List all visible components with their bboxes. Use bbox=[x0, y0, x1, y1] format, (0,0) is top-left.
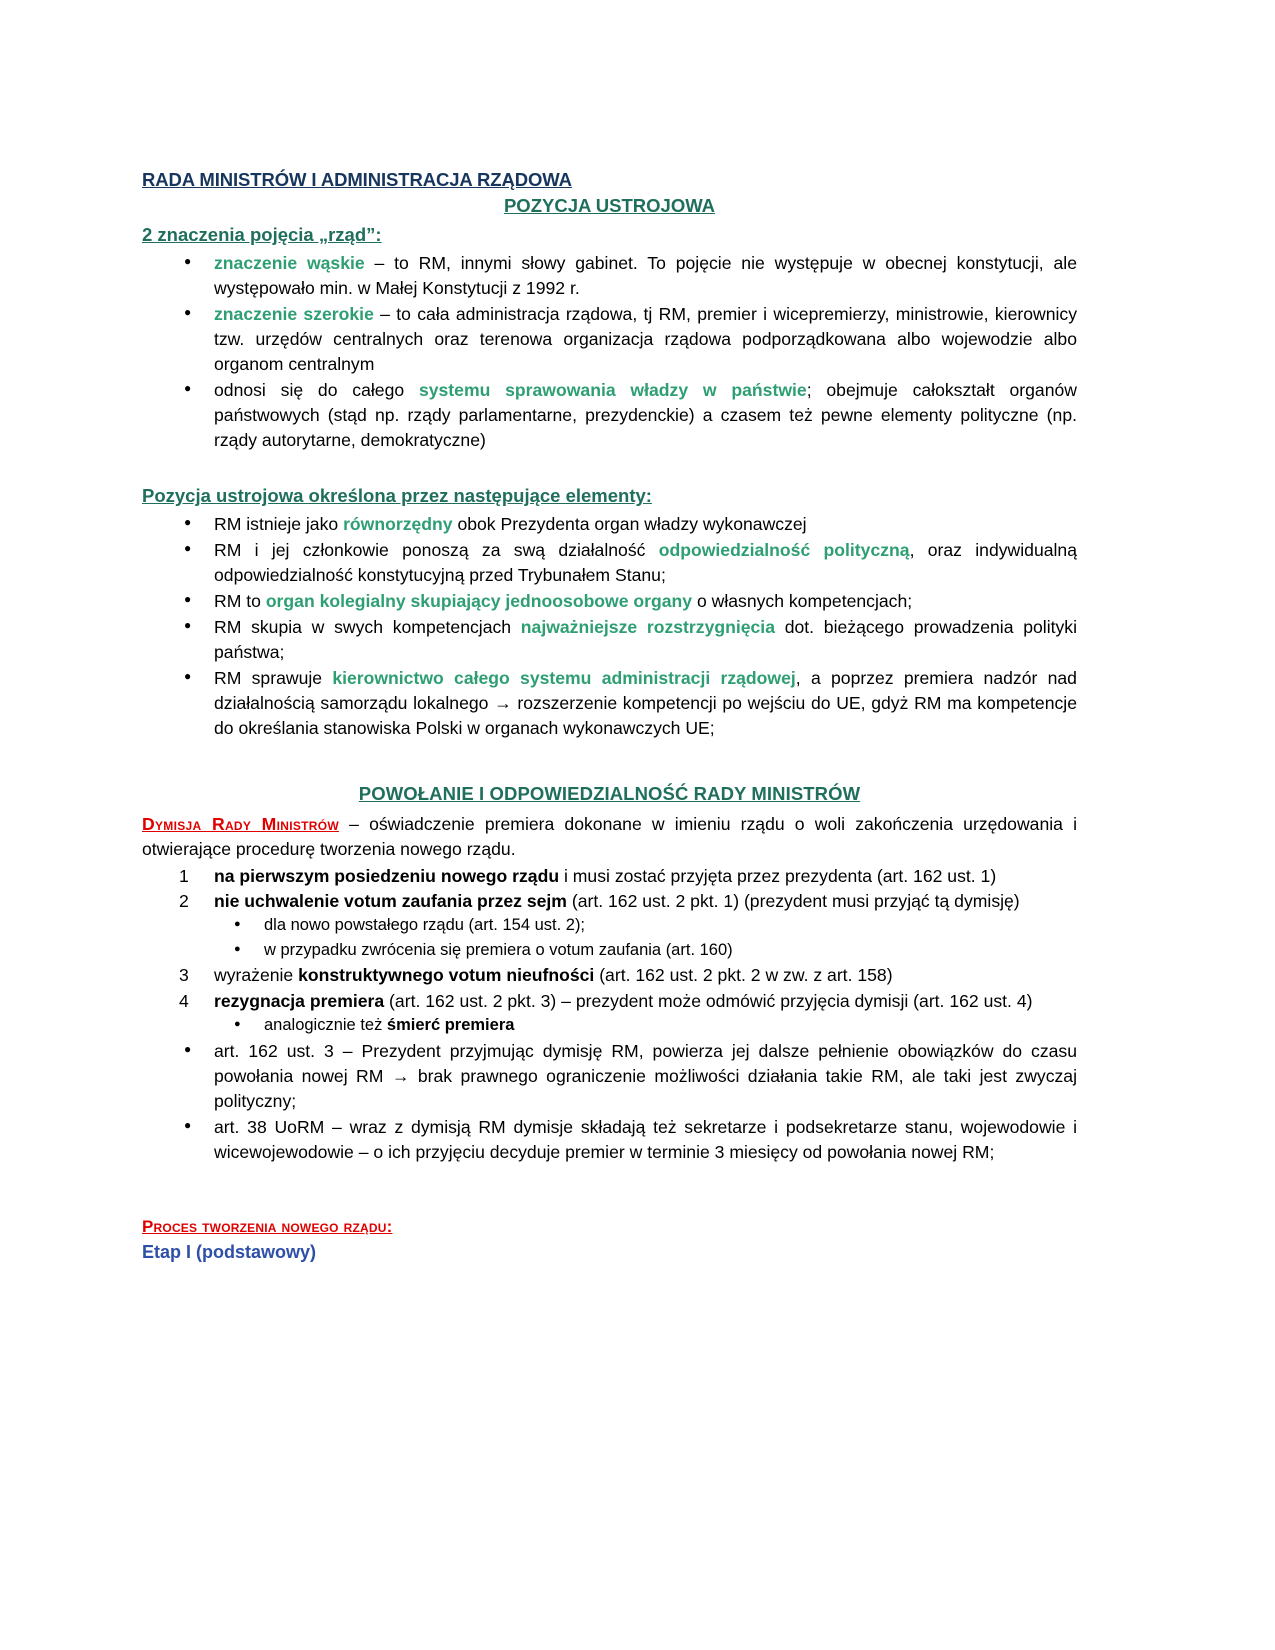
subheading-2-znaczenia: 2 znaczenia pojęcia „rząd”: bbox=[142, 224, 382, 246]
heading-etap-i: Etap I (podstawowy) bbox=[142, 1241, 317, 1262]
body-text: RM istnieje jako bbox=[214, 514, 344, 535]
bullet-list-znaczenia bbox=[142, 251, 1077, 453]
spacer bbox=[142, 1206, 1077, 1216]
body-text: , oraz indywidualną odpowiedzialność konstytucyjną przed Trybunałem Stanu; bbox=[214, 540, 1077, 586]
list-item: ● art. 162 ust. 3 – Prezydent przyjmując dymisję RM, powierza jej dalsze pełnienie obowiązków do czasu powołania nowej RM → brak prawnego ograniczenie możliwości działania takie RM, ale taki jest zwyczaj polityczny; bbox=[142, 1039, 1077, 1114]
highlight-text: systemu sprawowania władzy w państwie bbox=[418, 380, 807, 401]
list-item bbox=[142, 251, 1077, 301]
body-text: , a poprzez premiera nadzór nad działalnością samorządu lokalnego → rozszerzenie kompetencji po wejściu do UE, gdyż RM ma kompetencje do określania stanowiska Polski w organach wykonawczych UE; bbox=[214, 668, 1077, 738]
highlight-text: organ kolegialny skupiający jednoosobowe organy bbox=[265, 591, 693, 612]
body-text: ; obejmuje całokształt organów państwowych (stąd np. rządy parlamentarne, prezydenckie) a czasem też pewne elementy polityczne (np. rządy autorytarne, demokratyczne) bbox=[214, 380, 1077, 451]
body-text: RM to bbox=[214, 591, 266, 612]
list-item bbox=[142, 864, 1077, 889]
list-item bbox=[142, 378, 1077, 453]
sub-bullet-list bbox=[214, 1014, 1077, 1037]
page-title: RADA MINISTRÓW I ADMINISTRACJA RZĄDOWA bbox=[142, 169, 572, 190]
list-item: ● dla nowo powstałego rządu (art. 154 ust. 2); bbox=[214, 914, 1077, 937]
list-item: ● w przypadku zwrócenia się premiera o votum zaufania (art. 160) bbox=[214, 939, 1077, 962]
list-item bbox=[142, 666, 1077, 741]
body-text: RM i jej członkowie ponoszą za swą działalność bbox=[214, 540, 659, 561]
body-text: RM sprawuje bbox=[214, 668, 333, 688]
body-text: o własnych kompetencjach; bbox=[692, 591, 913, 612]
body-text: (art. 162 ust. 2 pkt. 1) (prezydent musi przyjąć tą dymisję) bbox=[566, 891, 1020, 912]
highlight-text: znaczenie wąskie bbox=[214, 253, 365, 274]
body-text: (art. 162 ust. 2 pkt. 3) – prezydent może odmówić przyjęcia dymisji (art. 162 ust. 4) bbox=[384, 991, 1033, 1012]
highlight-text: równorzędny bbox=[343, 514, 453, 535]
list-item bbox=[142, 889, 1077, 962]
bold-text: nie uchwalenie votum zaufania przez sejm bbox=[214, 891, 567, 912]
bold-text: śmierć premiera bbox=[386, 1016, 515, 1035]
body-text: – oświadczenie premiera dokonane w imieniu rządu o woli zakończenia urzędowania i otwierające procedurę tworzenia nowego rządu. bbox=[142, 813, 1077, 859]
list-item bbox=[142, 512, 1077, 537]
heading-proces-tworzenia: Proces tworzenia nowego rządu: bbox=[142, 1216, 393, 1236]
body-text: odnosi się do całego bbox=[214, 380, 419, 401]
spacer bbox=[142, 454, 1077, 484]
sub-bullet-list bbox=[214, 914, 1077, 962]
section-heading-powolanie: POWOŁANIE I ODPOWIEDZIALNOŚĆ RADY MINISTRÓW bbox=[358, 782, 861, 804]
body-text: – to cała administracja rządowa, tj RM, premier i wicepremierzy, ministrowie, kierownicy tzw. urzędów centralnych oraz terenowa organizacja rządowa podporządkowana albo wojewodzie albo organom centralnym bbox=[214, 304, 1078, 375]
highlight-text: najważniejsze rozstrzygnięcia bbox=[520, 617, 775, 638]
spacer bbox=[142, 1166, 1077, 1206]
highlight-text: odpowiedzialność polityczną bbox=[658, 540, 910, 561]
highlight-text: znaczenie szerokie bbox=[214, 304, 374, 325]
list-item bbox=[142, 963, 1077, 988]
list-item bbox=[214, 1014, 1077, 1037]
list-item bbox=[142, 615, 1077, 665]
bullet-list-artykuly bbox=[142, 1039, 1077, 1165]
list-item: ● art. 38 UoRM – wraz z dymisją RM dymisje składają też sekretarze i podsekretarze stanu, wojewodowie i wicewojewodowie – o ich przyjęciu decyduje premier w terminie 3 miesięcy od powołania nowej RM; bbox=[142, 1115, 1077, 1165]
body-text: – to RM, innymi słowy gabinet. To pojęcie nie występuje w obecnej konstytucji, ale występowało min. w Małej Konstytucji z 1992 r. bbox=[214, 253, 1078, 299]
body-text: dot. bieżącego prowadzenia polityki państwa; bbox=[214, 617, 1077, 663]
lead-dymisja-rady-ministrow: Dymisja Rady Ministrów bbox=[142, 813, 339, 834]
body-text: obok Prezydenta organ władzy wykonawczej bbox=[452, 514, 807, 535]
highlight-text: kierownictwo całego systemu administracji rządowej bbox=[332, 668, 796, 688]
paragraph-dymisja bbox=[142, 812, 1077, 862]
bold-text: konstruktywnego votum nieufności bbox=[298, 965, 595, 986]
numbered-list-dymisja-przypadki bbox=[142, 864, 1077, 1038]
body-text: wyrażenie bbox=[214, 965, 299, 986]
bold-text: na pierwszym posiedzeniu nowego rządu bbox=[214, 865, 560, 886]
list-item bbox=[142, 538, 1077, 588]
body-text: analogicznie też bbox=[264, 1016, 387, 1035]
body-text: (art. 162 ust. 2 pkt. 2 w zw. z art. 158) bbox=[594, 965, 893, 986]
bullet-list-elementy bbox=[142, 512, 1077, 741]
document-content bbox=[142, 168, 1077, 1264]
section-heading-pozycja-ustrojowa: POZYCJA USTROJOWA bbox=[503, 194, 716, 216]
bold-text: rezygnacja premiera bbox=[214, 991, 385, 1012]
spacer bbox=[142, 742, 1077, 782]
body-text: i musi zostać przyjęta przez prezydenta (art. 162 ust. 1) bbox=[559, 865, 997, 886]
subheading-pozycja-ustrojowa-elementy: Pozycja ustrojowa określona przez następujące elementy: bbox=[142, 485, 652, 507]
list-item bbox=[142, 589, 1077, 614]
list-item bbox=[142, 302, 1077, 377]
body-text: RM skupia w swych kompetencjach bbox=[214, 617, 521, 638]
list-item bbox=[142, 989, 1077, 1037]
